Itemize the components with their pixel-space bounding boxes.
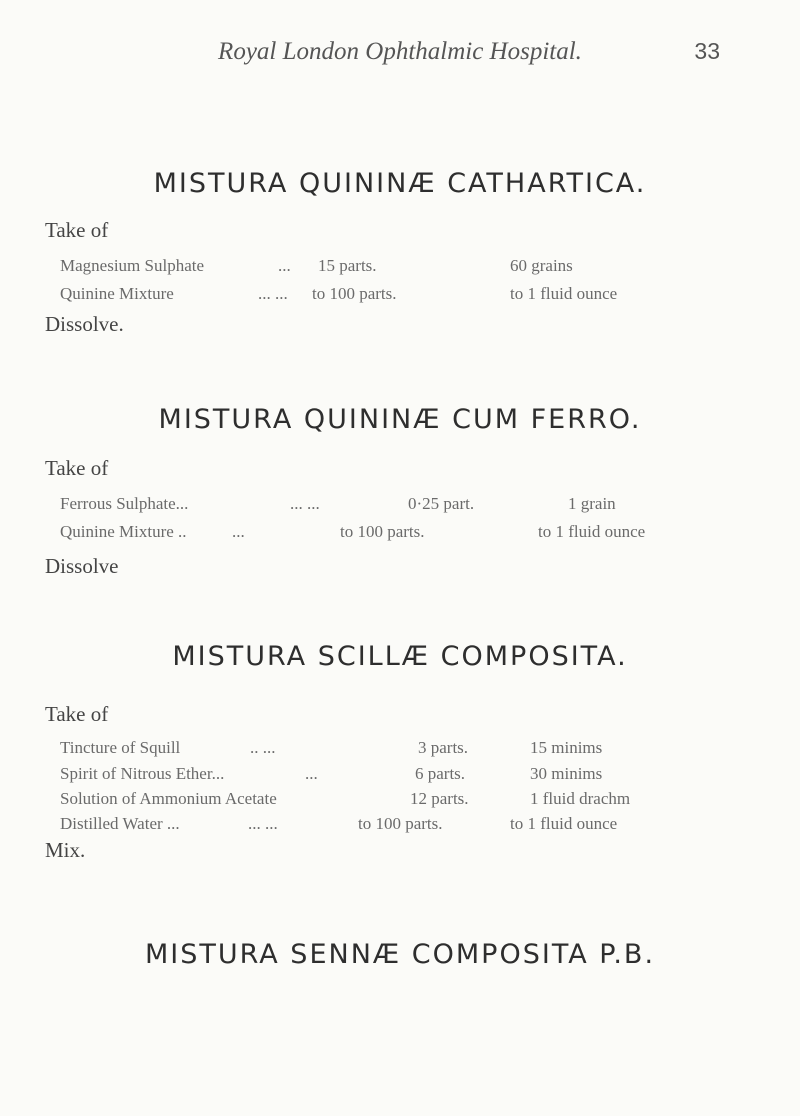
ingredient-name: Tincture of Squill xyxy=(60,738,181,757)
ingredient-row xyxy=(0,256,800,278)
ingredient-equivalent: to 1 fluid ounce xyxy=(538,522,646,541)
ingredient-name: Quinine Mixture .. xyxy=(60,522,187,541)
ingredient-amount: to 100 parts. xyxy=(340,522,425,541)
ingredient-amount: 15 parts. xyxy=(318,256,377,275)
ingredient-name: Magnesium Sulphate xyxy=(60,256,205,275)
ingredient-name: Spirit of Nitrous Ether... xyxy=(60,764,225,783)
section-closing: Mix. xyxy=(45,838,86,862)
ingredient-name: Solution of Ammonium Acetate xyxy=(60,789,277,808)
ingredient-leader: .. ... xyxy=(250,738,276,757)
page-header xyxy=(0,38,800,78)
ingredient-leader: ... ... xyxy=(290,494,320,513)
ingredient-row xyxy=(0,764,800,786)
ingredient-equivalent: to 1 fluid ounce xyxy=(510,284,618,303)
ingredient-row xyxy=(0,738,800,760)
ingredient-equivalent: 1 fluid drachm xyxy=(530,789,631,808)
ingredient-equivalent: to 1 fluid ounce xyxy=(510,814,618,833)
section-intro: Take of xyxy=(45,218,109,242)
ingredient-amount: 6 parts. xyxy=(415,764,466,783)
ingredient-row xyxy=(0,522,800,544)
section-heading: MISTURA QUININÆ CATHARTICA. xyxy=(153,168,647,199)
section-intro: Take of xyxy=(45,702,109,726)
ingredient-equivalent: 15 minims xyxy=(530,738,603,757)
section-closing: Dissolve. xyxy=(45,312,124,336)
ingredient-amount: to 100 parts. xyxy=(312,284,397,303)
ingredient-name: Distilled Water ... xyxy=(60,814,180,833)
ingredient-leader: ... ... xyxy=(258,284,288,303)
section-intro: Take of xyxy=(45,456,109,480)
ingredient-amount: 12 parts. xyxy=(410,789,469,808)
ingredient-leader: ... xyxy=(305,764,318,783)
ingredient-row xyxy=(0,284,800,306)
section-heading: MISTURA SENNÆ COMPOSITA P.B. xyxy=(144,939,656,970)
ingredient-row xyxy=(0,814,800,836)
section-heading: MISTURA QUININÆ CUM FERRO. xyxy=(158,404,642,435)
ingredient-row xyxy=(0,789,800,811)
running-title: Royal London Ophthalmic Hospital. xyxy=(218,38,582,65)
ingredient-amount: 0·25 part. xyxy=(408,494,475,513)
ingredient-equivalent: 30 minims xyxy=(530,764,603,783)
ingredient-leader: ... xyxy=(232,522,245,541)
page-number: 33 xyxy=(694,38,720,64)
ingredient-leader: ... ... xyxy=(248,814,278,833)
ingredient-equivalent: 1 grain xyxy=(568,494,616,513)
ingredient-equivalent: 60 grains xyxy=(510,256,573,275)
ingredient-name: Ferrous Sulphate... xyxy=(60,494,189,513)
section-closing: Dissolve xyxy=(45,554,119,578)
ingredient-amount: to 100 parts. xyxy=(358,814,443,833)
ingredient-name: Quinine Mixture xyxy=(60,284,174,303)
section-heading: MISTURA SCILLÆ COMPOSITA. xyxy=(172,641,628,672)
ingredient-leader: ... xyxy=(278,256,291,275)
ingredient-amount: 3 parts. xyxy=(418,738,469,757)
ingredient-row xyxy=(0,494,800,516)
